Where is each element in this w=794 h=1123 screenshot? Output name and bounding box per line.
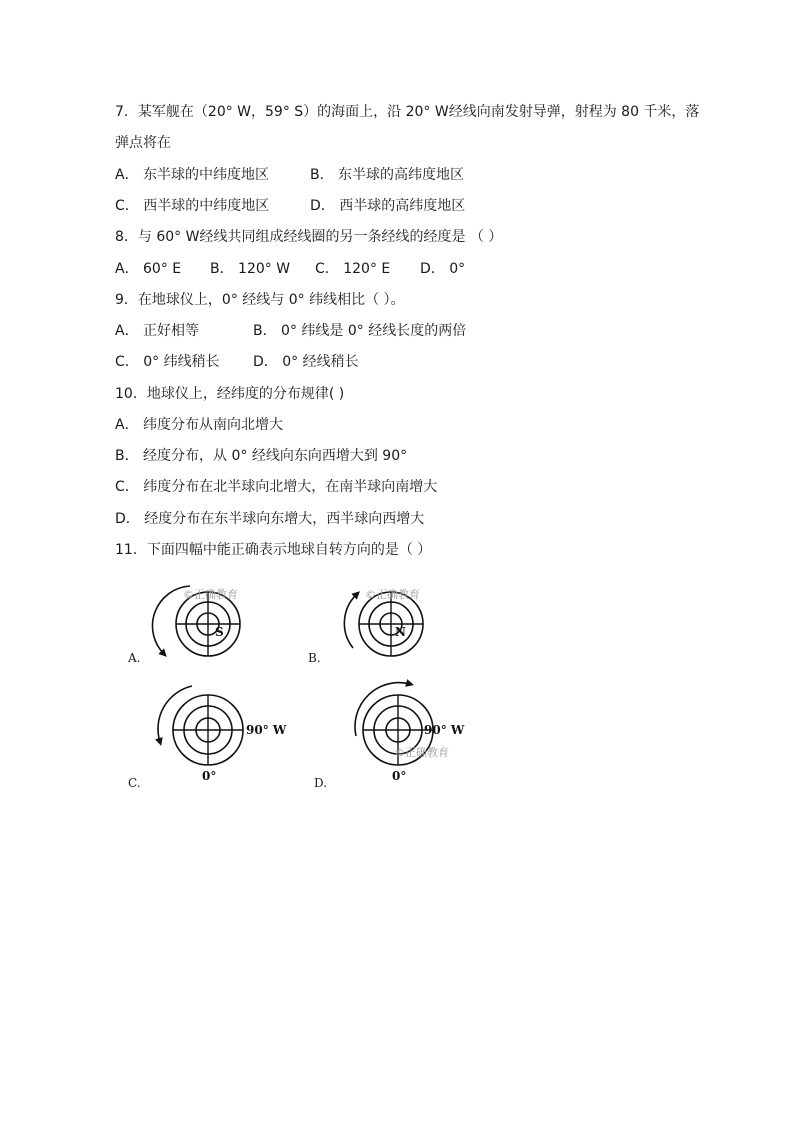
q8-option-c: C． 120° E bbox=[315, 261, 391, 277]
q11-fig-d-lon-label: 90° W bbox=[424, 723, 465, 737]
q7-option-b: B． 东半球的高纬度地区 bbox=[310, 167, 465, 183]
q11-pole-n: N bbox=[395, 625, 406, 639]
rotation-arrow-icon bbox=[344, 594, 357, 648]
q7-option-c: C． 西半球的中纬度地区 bbox=[115, 198, 270, 214]
q11-fig-d-bottom-label: 0° bbox=[392, 769, 407, 783]
q8-option-b: B． 120° W bbox=[210, 261, 291, 277]
q10-option-c: C． 纬度分布在北半球向北增大，在南半球向南增大 bbox=[115, 479, 438, 495]
q7-stem-line2: 弹点将在 bbox=[115, 135, 171, 151]
q11-stem: 11．下面四幅中能正确表示地球自转方向的是（ ） bbox=[115, 542, 432, 558]
q11-label-d: D. bbox=[314, 776, 328, 790]
q11-figure-c bbox=[150, 680, 300, 790]
q7-stem-line1: 7．某军舰在（20° W，59° S）的海面上，沿 20° W经线向南发射导弹，射程为 80 千米，落 bbox=[115, 104, 700, 120]
q10-option-b: B． 经度分布，从 0° 经线向东向西增大到 90° bbox=[115, 448, 408, 464]
rotation-arrow-icon bbox=[158, 686, 192, 742]
q11-pole-s: S bbox=[215, 625, 224, 639]
q11-label-b: B. bbox=[308, 651, 321, 665]
q11-figure-b bbox=[335, 580, 435, 670]
q7-option-d: D． 西半球的高纬度地区 bbox=[310, 198, 466, 214]
q9-option-b: B． 0° 纬线是 0° 经线长度的两倍 bbox=[253, 323, 467, 339]
q9-option-a: A． 正好相等 bbox=[115, 323, 200, 339]
q8-stem: 8．与 60° W经线共同组成经线圈的另一条经线的经度是 （ ） bbox=[115, 229, 503, 245]
q11-fig-c-lon-label: 90° W bbox=[246, 723, 287, 737]
q11-label-a: A. bbox=[128, 651, 141, 665]
q10-option-a: A． 纬度分布从南向北增大 bbox=[115, 417, 284, 433]
q10-option-d: D． 经度分布在东半球向东增大，西半球向西增大 bbox=[115, 511, 425, 527]
q10-stem: 10．地球仪上，经纬度的分布规律( ) bbox=[115, 386, 345, 402]
q11-watermark-d: ©正确教育 bbox=[394, 746, 449, 759]
q8-option-a: A． 60° E bbox=[115, 261, 182, 277]
q11-watermark-a: ©正确教育 bbox=[183, 588, 238, 601]
q8-option-d: D． 0° bbox=[420, 261, 466, 277]
q9-option-d: D． 0° 经线稍长 bbox=[253, 354, 359, 370]
q11-fig-c-bottom-label: 0° bbox=[202, 769, 217, 783]
q9-stem: 9．在地球仪上，0° 经线与 0° 纬线相比（ ）。 bbox=[115, 292, 405, 308]
q7-option-a: A． 东半球的中纬度地区 bbox=[115, 167, 270, 183]
q11-figure-d bbox=[340, 680, 490, 790]
q9-option-c: C． 0° 纬线稍长 bbox=[115, 354, 220, 370]
q11-label-c: C. bbox=[128, 776, 141, 790]
q11-figure-a bbox=[150, 580, 250, 670]
q11-watermark-b: ©正确教育 bbox=[365, 588, 420, 601]
